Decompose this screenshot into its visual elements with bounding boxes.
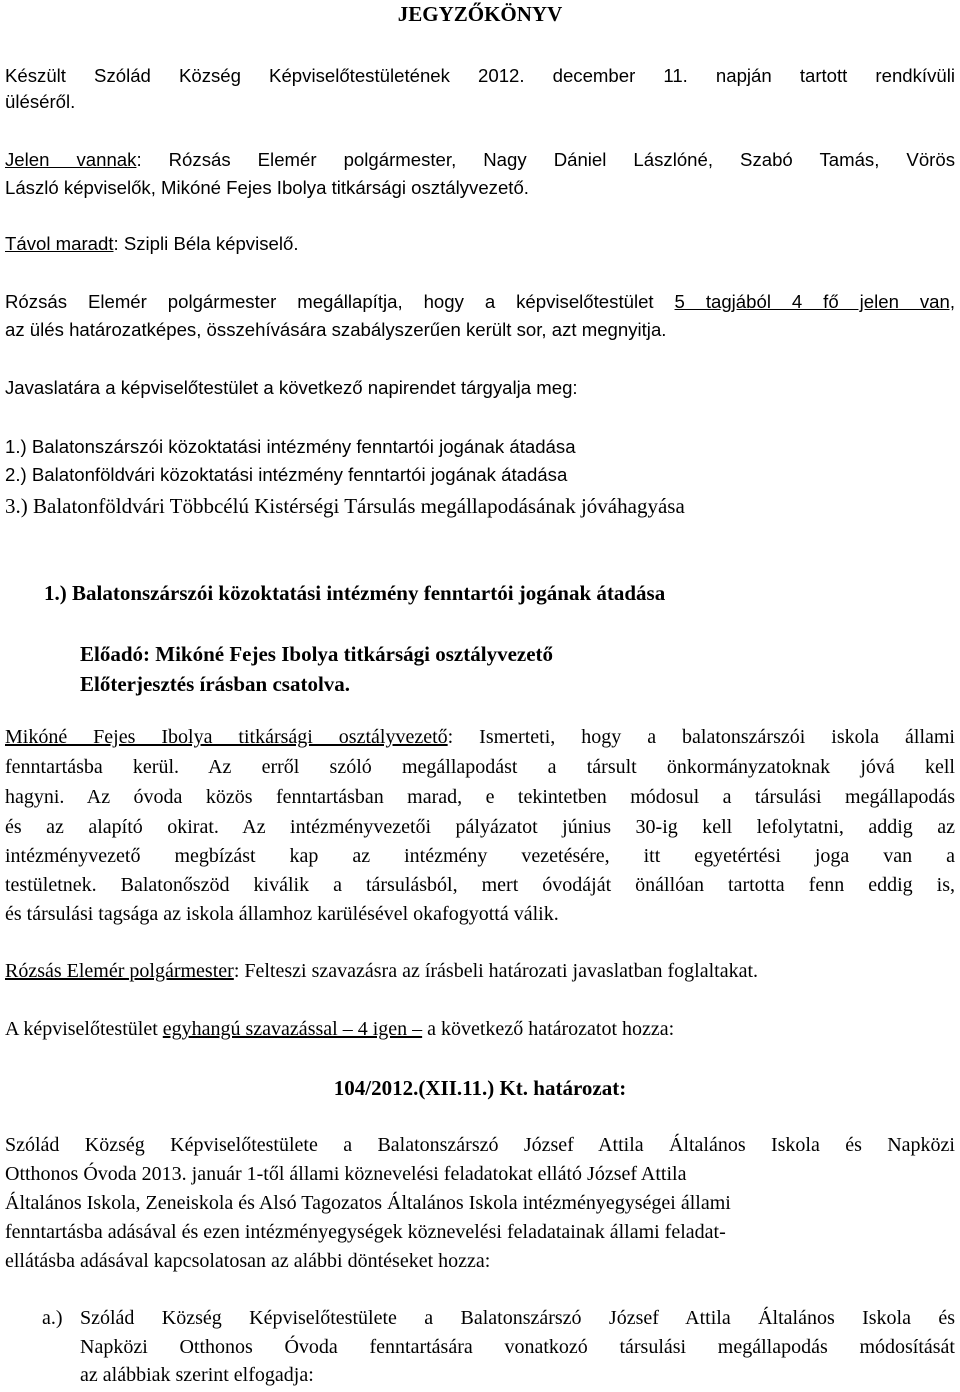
speaker-name: Mikóné Fejes Ibolya titkársági osztályvezető xyxy=(5,726,448,748)
present-label: Jelen vannak xyxy=(5,149,137,170)
body-line: hagyni. Az óvoda közös fenntartásban marad, e tekintetben módosul a társulási megállapodás xyxy=(5,786,955,808)
agenda-item: 3.) Balatonföldvári Többcélú Kistérségi Társulás megállapodásának jóváhagyása xyxy=(5,494,685,518)
quorum-text: 5 tagjából 4 fő jelen van, xyxy=(674,291,955,312)
body-line: fenntartásba kerül. Az erről szóló megállapodást a társult önkormányzatoknak jóvá kell xyxy=(5,756,955,778)
list-item-line: az alábbiak szerint elfogadja: xyxy=(80,1364,314,1386)
resolution-line: Otthonos Óvoda 2013. január 1-től állami köznevelési feladatokat ellátó József Attila xyxy=(5,1163,687,1185)
agenda-intro: Javaslatára a képviselőtestület a következő napirendet tárgyalja meg: xyxy=(5,377,578,398)
absent-label: Távol maradt xyxy=(5,233,114,254)
resolution-line: ellátásba adásával kapcsolatosan az alábbi döntéseket hozza: xyxy=(5,1250,491,1272)
section-heading: 1.) Balatonszárszói közoktatási intézmény fenntartói jogának átadása xyxy=(44,581,666,605)
list-item-line: Napközi Otthonos Óvoda fenntartására vonatkozó társulási megállapodás módosítását xyxy=(80,1336,955,1358)
present-line-1: Jelen vannak: Rózsás Elemér polgármester, Nagy Dániel Lászlóné, Szabó Tamás, Vörös xyxy=(5,149,955,170)
resolution-line: Szólád Község Képviselőtestülete a Balatonszárszó József Attila Általános Iskola és Napközi xyxy=(5,1134,955,1156)
document-title: JEGYZŐKÖNYV xyxy=(397,2,563,26)
body-line: Mikóné Fejes Ibolya titkársági osztályvezető: Ismerteti, hogy a balatonszárszói iskola állami xyxy=(5,726,955,748)
attachment-line: Előterjesztés írásban csatolva. xyxy=(80,672,351,696)
list-item-line: Szólád Község Képviselőtestülete a Balatonszárszó József Attila Általános Iskola és xyxy=(80,1307,955,1329)
list-marker: a.) xyxy=(42,1307,63,1329)
present-line-2: László képviselők, Mikóné Fejes Ibolya titkársági osztályvezető. xyxy=(5,177,529,198)
body-line: testületnek. Balatonőszöd kiválik a társulásból, mert óvodáját önállóan tartotta fenn eddig is, xyxy=(5,874,955,896)
body-line: és társulási tagsága az iskola államhoz karülésével okafogyottá válik. xyxy=(5,903,559,925)
presenter-line: Előadó: Mikóné Fejes Ibolya titkársági osztályvezető xyxy=(80,642,554,666)
body-line: intézményvezető megbízást kap az intézmény vezetésére, itt egyetértési joga van a xyxy=(5,845,955,867)
opening-line-1: Rózsás Elemér polgármester megállapítja, hogy a képviselőtestület 5 tagjából 4 fő jelen van, xyxy=(5,291,955,312)
vote-result: egyhangú szavazással – 4 igen – xyxy=(162,1018,423,1040)
absent-line: Távol maradt: Szipli Béla képviselő. xyxy=(5,233,299,254)
opening-line-2: az ülés határozatképes, összehívására szabályszerűen került sor, azt megnyitja. xyxy=(5,319,667,340)
motion-line: Rózsás Elemér polgármester: Felteszi szavazásra az írásbeli határozati javaslatban foglaltakat. xyxy=(5,960,759,982)
resolution-line: fenntartásba adásával és ezen intézményegységek köznevelési feladatainak állami feladat- xyxy=(5,1221,726,1243)
agenda-item: 1.) Balatonszárszói közoktatási intézmény fenntartói jogának átadása xyxy=(5,436,576,457)
vote-line: A képviselőtestület egyhangú szavazással – 4 igen – a következő határozatot hozza: xyxy=(5,1018,675,1040)
intro-line-1: Készült Szólád Község Képviselőtestületének 2012. december 11. napján tartott rendkívüli xyxy=(5,65,955,86)
resolution-line: Általános Iskola, Zeneiskola és Alsó Tagozatos Általános Iskola intézményegységei állami xyxy=(5,1192,731,1214)
speaker-name: Rózsás Elemér polgármester xyxy=(5,960,234,982)
resolution-number: 104/2012.(XII.11.) Kt. határozat: xyxy=(333,1076,627,1100)
body-line: és az alapító okirat. Az intézményvezetői pályázatot június 30-ig kell lefolytatni, addig az xyxy=(5,816,955,838)
intro-line-2: üléséről. xyxy=(5,91,76,112)
agenda-item: 2.) Balatonföldvári közoktatási intézmény fenntartói jogának átadása xyxy=(5,464,568,485)
